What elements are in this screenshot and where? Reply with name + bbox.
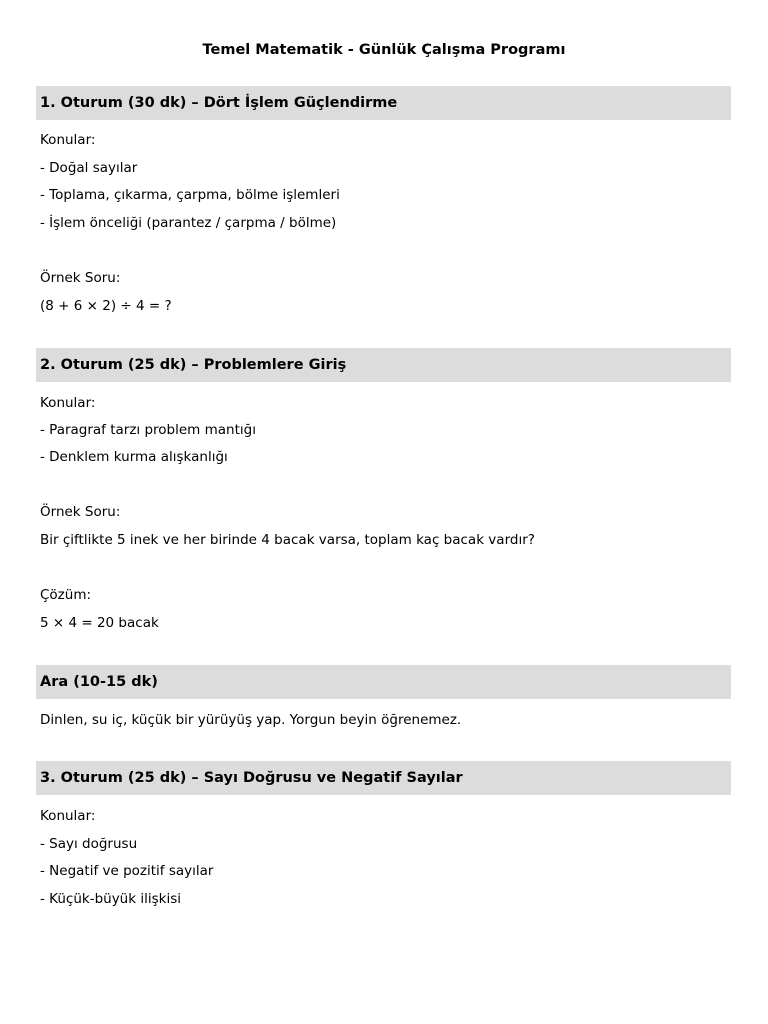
break-heading: Ara (10-15 dk) [36,665,731,699]
session-3-topics-label: Konular: [40,808,96,824]
session-2-example-label: Örnek Soru: [40,504,121,520]
session-3-topic-1: - Sayı doğrusu [40,836,138,852]
document-title: Temel Matematik - Günlük Çalışma Programı [202,42,566,58]
session-2-topic-1: - Paragraf tarzı problem mantığı [40,422,256,438]
session-2-topics-label: Konular: [40,395,96,411]
session-3-topic-2: - Negatif ve pozitif sayılar [40,863,214,879]
session-3-heading: 3. Oturum (25 dk) – Sayı Doğrusu ve Negatif Sayılar [36,761,731,795]
session-1-heading: 1. Oturum (30 dk) – Dört İşlem Güçlendirme [36,86,731,120]
session-2-example: Bir çiftlikte 5 inek ve her birinde 4 bacak varsa, toplam kaç bacak vardır? [40,532,535,548]
session-1-topic-1: - Doğal sayılar [40,160,138,176]
session-2-solution: 5 × 4 = 20 bacak [40,615,159,631]
session-1-example: (8 + 6 × 2) ÷ 4 = ? [40,298,172,314]
session-1-topic-2: - Toplama, çıkarma, çarpma, bölme işlemleri [40,187,340,203]
break-text: Dinlen, su iç, küçük bir yürüyüş yap. Yorgun beyin öğrenemez. [40,712,462,728]
session-3-topic-3: - Küçük-büyük ilişkisi [40,891,181,907]
session-2-solution-label: Çözüm: [40,587,92,603]
session-2-heading: 2. Oturum (25 dk) – Problemlere Giriş [36,348,731,382]
session-1-topic-3: - İşlem önceliği (parantez / çarpma / bölme) [40,215,337,231]
session-1-topics-label: Konular: [40,132,96,148]
session-1-example-label: Örnek Soru: [40,270,121,286]
session-2-topic-2: - Denklem kurma alışkanlığı [40,449,228,465]
